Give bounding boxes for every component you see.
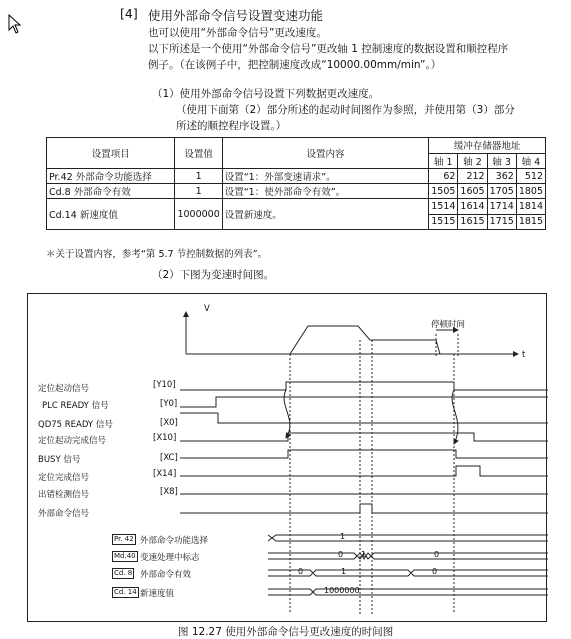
sig-external [180, 504, 548, 513]
signal-addr: [X0] [160, 418, 178, 428]
signal-addr: [X8] [160, 487, 178, 497]
data-tag: Md.40 [114, 552, 136, 560]
data-tag: Cd. 14 [114, 588, 137, 596]
item-name: 外部命令功能选择 [75, 172, 152, 183]
addr-cell: 62 [429, 169, 458, 184]
pr42-value: 1 [340, 532, 346, 541]
addr-cell: 1715 [487, 214, 516, 230]
header-content: 设置内容 [222, 138, 428, 169]
addr-cell: 1515 [429, 214, 458, 230]
timing-diagram [27, 293, 547, 622]
dwell-label: 停顿时间 [431, 320, 466, 330]
header-axis-3: 轴 3 [487, 153, 516, 169]
data-tag: Pr. 42 [114, 535, 134, 543]
row-content: 设置新速度。 [222, 199, 428, 230]
md40-value: 1 [361, 550, 367, 559]
v-label: V [204, 304, 210, 314]
data-row-name: 外部命令功能选择 [140, 536, 209, 546]
signal-addr: [X14] [153, 469, 177, 479]
timing-lines [28, 294, 548, 623]
addr-cell: 1805 [516, 184, 545, 199]
signal-name: QD75 READY 信号 [38, 420, 113, 430]
signal-name: BUSY 信号 [38, 455, 81, 465]
row-value: 1000000 [175, 199, 222, 230]
row-content: 设置“1：使外部命令有效”。 [222, 184, 428, 199]
header-axis-1: 轴 1 [429, 153, 458, 169]
t-label: t [522, 350, 526, 360]
intro-line-2: 以下所述是一个使用“外部命令信号”更改轴 1 控制速度的数据设置和顺控程序 [148, 43, 509, 55]
step1-line-1: （1）使用外部命令信号设置下列数据更改速度。 [152, 88, 380, 100]
item-code: Pr.42 [49, 172, 73, 183]
signal-addr: [Y10] [153, 380, 176, 390]
cd14-value: 1000000 [324, 586, 360, 595]
speed-profile [290, 326, 440, 354]
row-content: 设置“1：外部变速请求”。 [222, 169, 428, 184]
signal-name: 外部命令信号 [38, 509, 90, 519]
data-row-name: 变速处理中标志 [140, 553, 200, 563]
addr-cell: 1514 [429, 199, 458, 215]
sig-start-complete [180, 433, 548, 441]
mouse-pointer-icon [8, 14, 22, 34]
cd8-value: 1 [341, 567, 347, 576]
signal-name: 定位完成信号 [38, 473, 90, 483]
item-name: 外部命令有效 [73, 187, 131, 198]
section-number: [4] [120, 6, 138, 21]
signal-addr: [Y0] [160, 399, 178, 409]
addr-cell: 1814 [516, 199, 545, 215]
header-axis-2: 轴 2 [458, 153, 487, 169]
signal-name: 出错检测信号 [38, 490, 90, 500]
signal-addr: [XC] [160, 453, 178, 463]
sig-pos-complete [180, 466, 548, 476]
md40-value: 0 [434, 550, 440, 559]
sig-busy [180, 450, 548, 458]
addr-cell: 1605 [458, 184, 487, 199]
table-row [47, 184, 546, 199]
signal-name: 定位起动完成信号 [38, 436, 107, 446]
row-item [47, 169, 175, 184]
table-row [47, 169, 546, 184]
item-code: Cd.8 [49, 187, 71, 198]
intro-line-3: 例子。（在该例子中，把控制速度改成“10000.00mm/min”。） [148, 59, 442, 71]
data-row-name: 外部命令有效 [140, 570, 192, 580]
header-item: 设置项目 [47, 138, 175, 169]
data-tag: Cd. 8 [114, 569, 133, 577]
header-axis-4: 轴 4 [516, 153, 545, 169]
sig-qd75-ready [180, 413, 548, 423]
addr-cell: 362 [487, 169, 516, 184]
signal-name: 定位起动信号 [38, 384, 90, 394]
addr-cell: 1614 [458, 199, 487, 215]
md40-value: 0 [338, 550, 344, 559]
addr-cell: 1705 [487, 184, 516, 199]
row-item [47, 199, 175, 230]
sig-start [180, 382, 548, 390]
addr-cell: 1615 [458, 214, 487, 230]
row-item [47, 184, 175, 199]
signal-addr: [X10] [153, 433, 177, 443]
addr-cell: 1714 [487, 199, 516, 215]
sig-plc-ready [180, 397, 548, 407]
intro-line-1: 也可以使用“外部命令信号”更改速度。 [148, 27, 327, 39]
figure-caption: 图 12.27 使用外部命令信号更改速度的时间图 [178, 626, 394, 638]
step1-line-3: 所述的顺控程序设置。） [176, 120, 287, 132]
item-code: Cd.14 [49, 210, 77, 221]
section-title: 使用外部命令信号设置变速功能 [148, 8, 324, 23]
addr-cell: 1815 [516, 214, 545, 230]
footnote: ＊关于设置内容，参考“第 5.7 节控制数据的列表”。 [46, 249, 267, 260]
cd8-value: 0 [298, 567, 304, 576]
header-buffer: 缓冲存储器地址 [429, 138, 546, 154]
table-row [47, 199, 546, 215]
row-value: 1 [175, 169, 222, 184]
step1-line-2: （使用下面第（2）部分所述的起动时间图作为参照，并使用第（3）部分 [176, 104, 515, 116]
settings-table [46, 137, 546, 230]
step2-text: （2）下图为变速时间图。 [152, 269, 275, 281]
addr-cell: 212 [458, 169, 487, 184]
addr-cell: 512 [516, 169, 545, 184]
data-row-name: 新速度值 [140, 589, 175, 599]
header-value: 设置值 [175, 138, 222, 169]
signal-name: PLC READY 信号 [42, 401, 109, 411]
cd8-value: 0 [432, 567, 438, 576]
row-value: 1 [175, 184, 222, 199]
addr-cell: 1505 [429, 184, 458, 199]
item-name: 新速度值 [79, 210, 118, 221]
